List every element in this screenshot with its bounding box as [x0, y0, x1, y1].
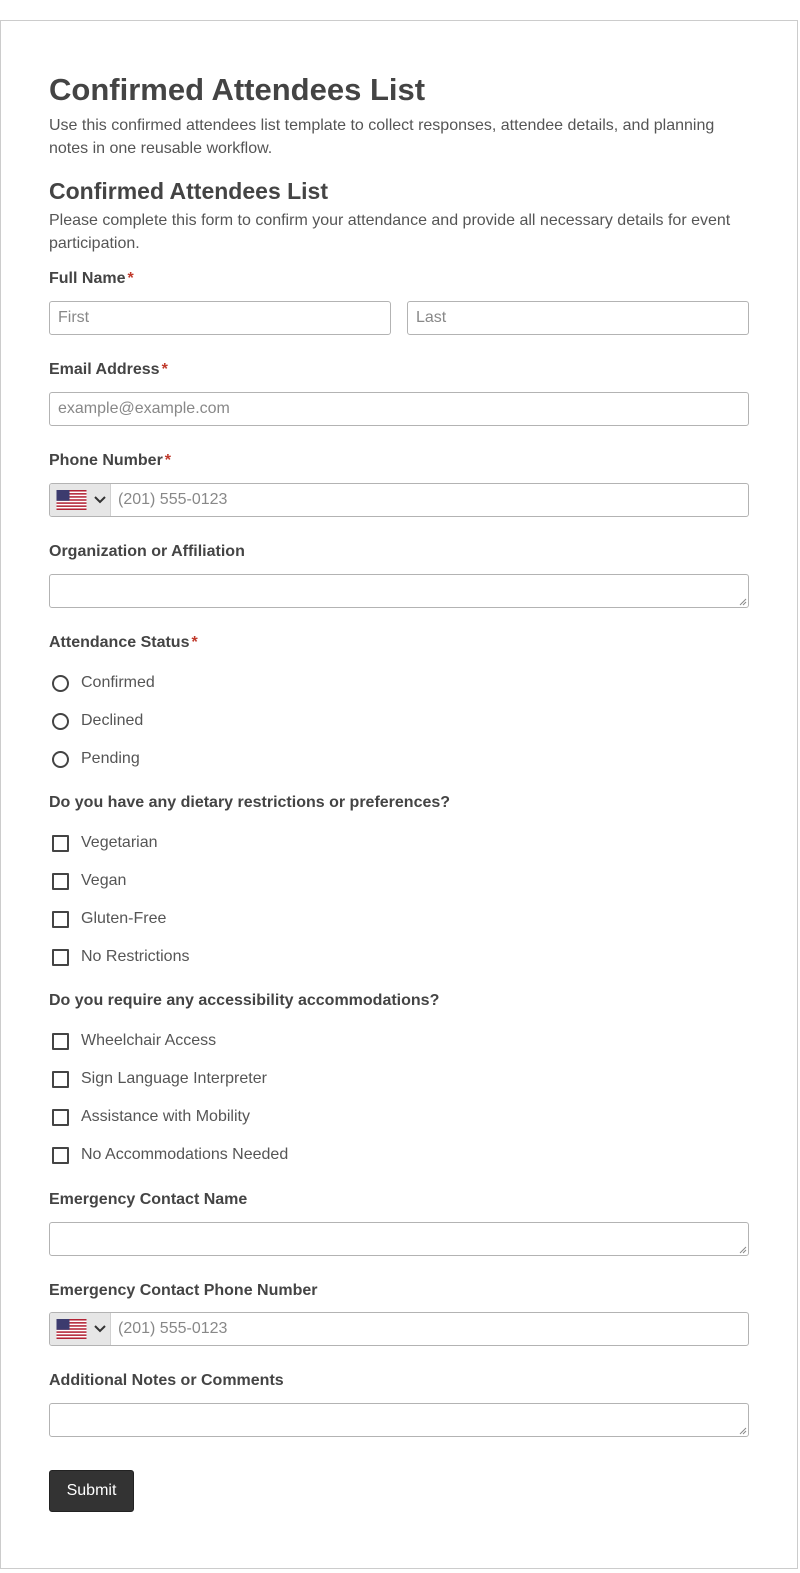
country-code-select[interactable]	[50, 1313, 111, 1345]
us-flag-icon	[56, 1319, 87, 1339]
checkbox-option-sign-language[interactable]	[49, 1068, 549, 1092]
last-name-input[interactable]	[407, 301, 749, 335]
phone-input[interactable]	[111, 484, 748, 516]
radio-option-confirmed[interactable]	[49, 672, 549, 696]
option-label: Pending	[81, 750, 140, 767]
radio-button[interactable]	[52, 713, 69, 730]
radio-button[interactable]	[52, 675, 69, 692]
option-label: No Restrictions	[81, 948, 190, 965]
phone-field	[49, 483, 749, 517]
form-container	[0, 20, 798, 1569]
checkbox[interactable]	[52, 835, 69, 852]
required-marker: *	[191, 634, 198, 651]
emergency-name-label: Emergency Contact Name	[49, 1191, 248, 1208]
radio-option-pending[interactable]	[49, 748, 549, 772]
emergency-phone-label: Emergency Contact Phone Number	[49, 1282, 318, 1299]
submit-button[interactable]: Submit	[49, 1470, 134, 1512]
option-label: Wheelchair Access	[81, 1032, 217, 1049]
email-label-text: Email Address	[49, 361, 160, 378]
checkbox-option-vegan[interactable]	[49, 870, 549, 894]
checkbox-option-vegetarian[interactable]	[49, 832, 549, 856]
dietary-label: Do you have any dietary restrictions or preferences?	[49, 794, 451, 811]
resize-grip-icon[interactable]	[739, 1427, 747, 1435]
checkbox[interactable]	[52, 1109, 69, 1126]
checkbox-option-gluten-free[interactable]	[49, 908, 549, 932]
page-title: Confirmed Attendees List	[49, 72, 426, 107]
us-flag-icon	[56, 490, 87, 510]
required-marker: *	[164, 452, 172, 469]
chevron-down-icon	[94, 1324, 106, 1334]
option-label: Vegetarian	[81, 834, 158, 851]
attendance-label	[49, 634, 198, 652]
accessibility-label: Do you require any accessibility accommodations?	[49, 992, 440, 1009]
notes-textarea[interactable]	[49, 1403, 749, 1437]
option-label: No Accommodations Needed	[81, 1146, 289, 1163]
checkbox-option-mobility[interactable]	[49, 1106, 549, 1130]
checkbox[interactable]	[52, 873, 69, 890]
country-code-select[interactable]	[50, 484, 111, 516]
option-label: Confirmed	[81, 674, 155, 691]
resize-grip-icon[interactable]	[739, 598, 747, 606]
resize-grip-icon[interactable]	[739, 1246, 747, 1254]
phone-label	[49, 452, 171, 470]
emergency-name-textarea[interactable]	[49, 1222, 749, 1256]
option-label: Sign Language Interpreter	[81, 1070, 267, 1087]
required-marker: *	[127, 270, 134, 287]
checkbox-option-wheelchair[interactable]	[49, 1030, 549, 1054]
form-description: Please complete this form to confirm your attendance and provide all necessary details for event participation.	[49, 212, 731, 252]
checkbox[interactable]	[52, 1033, 69, 1050]
form-title: Confirmed Attendees List	[49, 178, 329, 204]
emergency-phone-field	[49, 1312, 749, 1346]
organization-label: Organization or Affiliation	[49, 543, 245, 560]
checkbox-option-no-restrictions[interactable]	[49, 946, 549, 970]
email-label	[49, 361, 168, 379]
option-label: Declined	[81, 712, 144, 729]
required-marker: *	[161, 361, 168, 378]
phone-label-text: Phone Number	[49, 452, 163, 469]
checkbox[interactable]	[52, 911, 69, 928]
organization-textarea[interactable]	[49, 574, 749, 608]
option-label: Assistance with Mobility	[81, 1108, 250, 1125]
checkbox-option-no-accommodations[interactable]	[49, 1144, 549, 1168]
radio-button[interactable]	[52, 751, 69, 768]
chevron-down-icon	[94, 495, 106, 505]
page-description: Use this confirmed attendees list template to collect responses, attendee details, and planning notes in one reusable workflow.	[49, 117, 715, 157]
emergency-phone-input[interactable]	[111, 1313, 748, 1345]
radio-option-declined[interactable]	[49, 710, 549, 734]
email-input[interactable]	[49, 392, 749, 426]
first-name-input[interactable]	[49, 301, 391, 335]
full-name-label	[49, 270, 134, 288]
checkbox[interactable]	[52, 1147, 69, 1164]
option-label: Vegan	[81, 872, 127, 889]
checkbox[interactable]	[52, 1071, 69, 1088]
full-name-label-text: Full Name	[49, 270, 126, 287]
attendance-label-text: Attendance Status	[49, 634, 190, 651]
option-label: Gluten-Free	[81, 910, 167, 927]
notes-label: Additional Notes or Comments	[49, 1372, 284, 1389]
checkbox[interactable]	[52, 949, 69, 966]
